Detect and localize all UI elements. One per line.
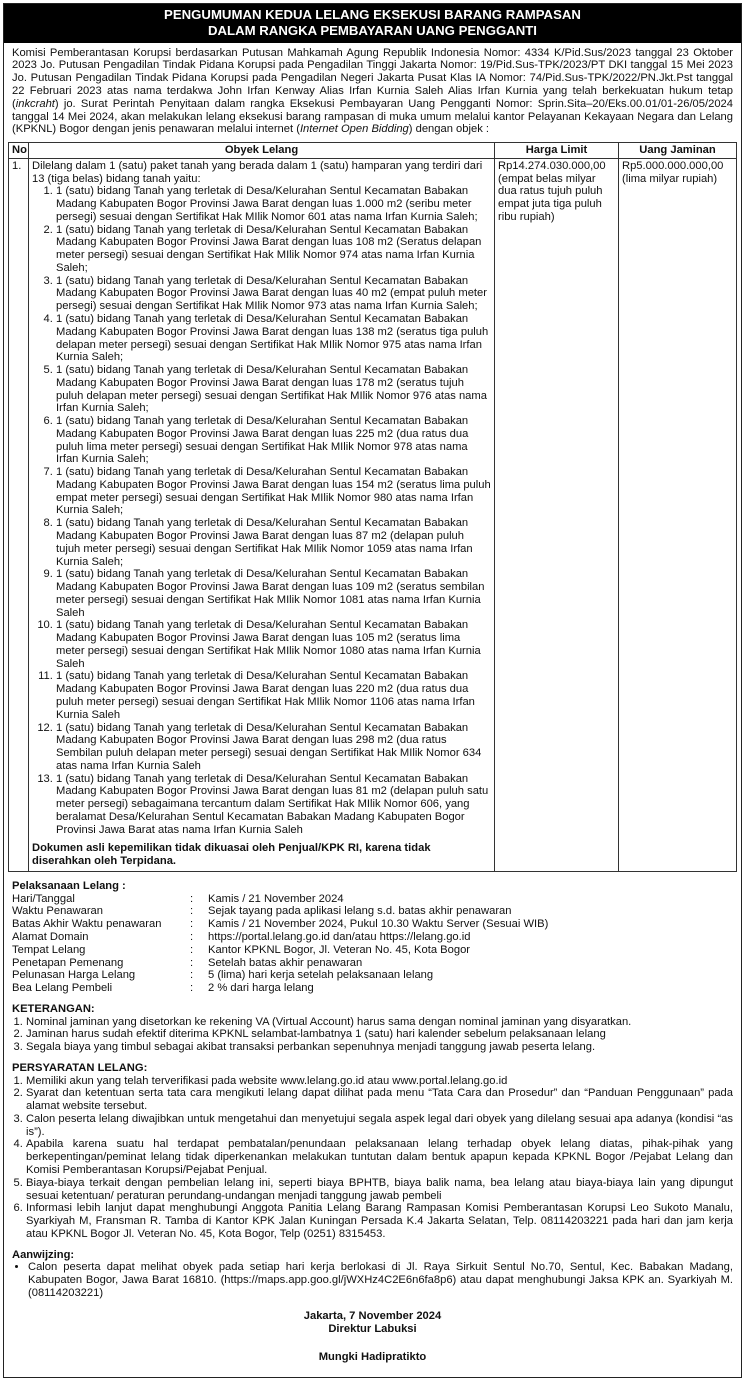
pelaksanaan-value: Kantor KPKNL Bogor, Jl. Veteran No. 45, Kota Bogor <box>208 943 471 956</box>
row-uang-jaminan: Rp5.000.000.000,00 (lima milyar rupiah) <box>619 158 737 871</box>
pelaksanaan-section <box>4 880 741 995</box>
aanwijzing-section <box>4 1249 741 1300</box>
table-header-row <box>9 143 737 159</box>
pelaksanaan-colon: : <box>190 943 194 956</box>
parcel-item: 7. 1 (satu) bidang Tanah yang terletak di Desa/Kelurahan Sentul Kecamatan Babakan Madang Kabupaten Bogor Provinsi Jawa Barat dengan luas 154 m2 (seratus lima puluh empat meter persegi) sesuai dengan Sertifikat Hak MIlik Nomor 980 atas nama Irfan Kurnia Saleh; <box>56 466 491 517</box>
intro-paragraph <box>4 43 741 140</box>
persyaratan-item: 6. Informasi lebih lanjut dapat menghubungi Anggota Panitia Lelang Barang Rampasan Komisi Pemberantasan Korupsi Leo Sukoto Manalu, Syarkiyah M, Fransman R. Tamba di Kantor KPK Jalan Kuningan Persada K.4 Jakarta Selatan, Telp. 08114203221 pada hari dan jam kerja atau KPKNL Bogor Jl. Veteran No. 45, Kota Bogor, Telp (0251) 8315453. <box>26 1202 733 1240</box>
pelaksanaan-value: 5 (lima) hari kerja setelah pelaksanaan lelang <box>208 969 434 982</box>
pelaksanaan-value: https://portal.lelang.go.id dan/atau https://lelang.go.id <box>208 930 471 943</box>
table-row <box>9 158 737 871</box>
keterangan-list <box>12 1016 733 1054</box>
intro-italic-1: inkcraht <box>15 97 55 110</box>
announcement <box>3 3 742 1378</box>
announcement-header <box>4 4 741 43</box>
pelaksanaan-colon: : <box>190 930 194 943</box>
persyaratan-item: 5. Biaya-biaya terkait dengan pembelian lelang ini, seperti biaya BPHTB, biaya balik nama, bea lelang atau biaya-biaya lain yang dipungut sesuai ketentuan/ peraturan perundang-undangan menjadi tanggung jawab pembeli <box>26 1177 733 1203</box>
pelaksanaan-key: Pelunasan Harga Lelang <box>12 969 136 982</box>
parcel-item: 4. 1 (satu) bidang Tanah yang terletak di Desa/Kelurahan Sentul Kecamatan Babakan Madang Kabupaten Bogor Provinsi Jawa Barat dengan luas 138 m2 (seratus tiga puluh delapan meter persegi) sesuai dengan Sertifikat Hak MIlik Nomor 975 atas nama Irfan Kurnia Saleh; <box>56 313 491 364</box>
pelaksanaan-title: Pelaksanaan Lelang : <box>12 879 126 892</box>
parcel-item: 9. 1 (satu) bidang Tanah yang terletak di Desa/Kelurahan Sentul Kecamatan Babakan Madang Kabupaten Bogor Provinsi Jawa Barat dengan luas 109 m2 (seratus sembilan meter persegi) sesuai dengan Sertifikat Hak MIlik Nomor 1081 atas nama Irfan Kurnia Saleh <box>56 568 491 619</box>
header-obyek: Obyek Lelang <box>29 143 495 159</box>
pelaksanaan-colon: : <box>190 982 194 995</box>
aanwijzing-list <box>12 1261 733 1299</box>
pelaksanaan-colon: : <box>190 905 194 918</box>
signature-name: Mungki Hadipratikto <box>318 1350 427 1363</box>
row-number: 1. <box>9 158 29 871</box>
parcel-list <box>32 185 491 836</box>
header-uang: Uang Jaminan <box>619 143 737 159</box>
pelaksanaan-row <box>12 918 548 931</box>
pelaksanaan-key: Waktu Penawaran <box>12 905 103 918</box>
pelaksanaan-colon: : <box>190 956 194 969</box>
aanwijzing-title: Aanwijzing: <box>12 1248 75 1261</box>
intro-italic-2: Internet Open Bidding <box>299 123 409 136</box>
pelaksanaan-key: Tempat Lelang <box>12 943 86 956</box>
persyaratan-item: 1. Memiliki akun yang telah terverifikasi pada website www.lelang.go.id atau www.portal.lelang.go.id <box>26 1075 733 1088</box>
intro-text-1: Komisi Pemberantasan Korupsi berdasarkan Putusan Mahkamah Agung Republik Indonesia Nomor: 4334 K/Pid.Sus/2023 tanggal 23 Oktober 2023 Jo. Putusan Pengadilan Tindak Pidana Korupsi pada Pengadilan Tinggi Jakarta Nomor: 19/Pid.Sus-TPK/2023/PT DKI tanggal 15 Mei 2023 Jo. Putusan Pengadilan Tindak Pidana Korupsi pada Pengadilan Negeri Jakarta Pusat Klas IA Nomor: 74/Pid.Sus-TPK/2022/PN.Jkt.Pst tanggal 22 Februari 2023 atas nama terdakwa John Irfan Kenway Alias Irfan Kurnia Saleh Alias Irfan Kurnia yang telah berkekuatan hukum tetap ( <box>12 46 733 110</box>
persyaratan-section <box>4 1062 741 1241</box>
persyaratan-item: 4. Apabila karena suatu hal terdapat pembatalan/penundaan pelaksanaan lelang terhadap obyek lelang diatas, pihak-pihak yang berkepentingan/peminat lelang tidak diperkenankan melakukan tuntutan dalam bentuk apapun kepada KPKNL Bogor /Pejabat Lelang dan Komisi Pemberantasan Korupsi/Pejabat Penjual. <box>26 1138 733 1176</box>
keterangan-title: KETERANGAN: <box>12 1002 95 1015</box>
pelaksanaan-row <box>12 931 548 944</box>
aanwijzing-item: • Calon peserta dapat melihat obyek pada setiap hari kerja berlokasi di Jl. Raya Sirkuit Sentul No.70, Sentul, Kec. Babakan Madang, Kabupaten Bogor, Jawa Barat 16810. (https://maps.app.goo.gl/jWXHz4C2E6n6fa8p6) atau dapat menghubungi Jaksa KPK an. Syarkiyah M. (08114203221) <box>28 1261 733 1299</box>
pelaksanaan-value: Setelah batas akhir penawaran <box>208 956 363 969</box>
row-harga-limit: Rp14.274.030.000,00 (empat belas milyar dua ratus tujuh puluh empat juta tiga puluh ribu rupiah) <box>495 158 619 871</box>
pelaksanaan-key: Alamat Domain <box>12 930 89 943</box>
keterangan-item: 1. Nominal jaminan yang disetorkan ke rekening VA (Virtual Account) harus sama dengan nominal jaminan yang disyaratkan. <box>26 1016 733 1029</box>
pelaksanaan-row <box>12 982 548 995</box>
pelaksanaan-row <box>12 957 548 970</box>
intro-text-2: ) jo. Surat Perintah Penyitaan dalam rangka Eksekusi Pembayaran Uang Pengganti Nomor: Sprin.Sita–20/Eks.00.01/01-26/05/2024 tanggal 14 Mei 2024, akan melakukan lelang eksekusi barang rampasan di muka umum melalui kantor Pelayanan Kekayaan Negara dan Lelang (KPKNL) Bogor dengan jenis penawaran melalui internet ( <box>12 97 733 136</box>
persyaratan-item: 2. Syarat dan ketentuan serta tata cara mengikuti lelang dapat dilihat pada menu “Tata Cara dan Prosedur” dan “Panduan Penggunaan” pada alamat website tersebut. <box>26 1087 733 1113</box>
persyaratan-item: 3. Calon peserta lelang diwajibkan untuk mengetahui dan menyetujui segala aspek legal dari obyek yang dilelang sesuai apa adanya (kondisi “as is”). <box>26 1113 733 1139</box>
pelaksanaan-row <box>12 944 548 957</box>
parcel-item: 2. 1 (satu) bidang Tanah yang terletak di Desa/Kelurahan Sentul Kecamatan Babakan Madang Kabupaten Bogor Provinsi Jawa Barat dengan luas 108 m2 (Seratus delapan meter persegi) sesuai dengan Sertifikat Hak MIlik Nomor 974 atas nama Irfan Kurnia Saleh; <box>56 224 491 275</box>
keterangan-item: 3. Segala biaya yang timbul sebagai akibat transaksi perbankan sepenuhnya menjadi tanggung jawab peserta lelang. <box>26 1041 733 1054</box>
pelaksanaan-table <box>12 893 548 995</box>
parcel-item: 5. 1 (satu) bidang Tanah yang terletak di Desa/Kelurahan Sentul Kecamatan Babakan Madang Kabupaten Bogor Provinsi Jawa Barat dengan luas 178 m2 (seratus tujuh puluh delapan meter persegi) sesuai dengan Sertifikat Hak MIlik Nomor 976 atas nama Irfan Kurnia Saleh; <box>56 364 491 415</box>
pelaksanaan-value: Kamis / 21 November 2024 <box>208 892 344 905</box>
signature-place-date: Jakarta, 7 November 2024 <box>303 1309 442 1322</box>
parcel-item: 12. 1 (satu) bidang Tanah yang terletak di Desa/Kelurahan Sentul Kecamatan Babakan Madang Kabupaten Bogor Provinsi Jawa Barat dengan luas 298 m2 (dua ratus Sembilan puluh delapan meter persegi) sesuai dengan Sertifikat Hak MIlik Nomor 634 atas nama Irfan Kurnia Saleh <box>56 722 491 773</box>
header-harga: Harga Limit <box>495 143 619 159</box>
pelaksanaan-key: Batas Akhir Waktu penawaran <box>12 918 162 931</box>
parcel-item: 8. 1 (satu) bidang Tanah yang terletak di Desa/Kelurahan Sentul Kecamatan Babakan Madang Kabupaten Bogor Provinsi Jawa Barat dengan luas 87 m2 (delapan puluh tujuh meter persegi) sesuai dengan Sertifikat Hak MIlik Nomor 1059 atas nama Irfan Kurnia Saleh; <box>56 517 491 568</box>
auction-table <box>8 142 737 872</box>
pelaksanaan-value: 2 % dari harga lelang <box>208 982 314 995</box>
header-subtitle: DALAM RANGKA PEMBAYARAN UANG PENGGANTI <box>208 22 537 38</box>
row-object <box>29 158 495 871</box>
pelaksanaan-colon: : <box>190 969 194 982</box>
header-title: PENGUMUMAN KEDUA LELANG EKSEKUSI BARANG RAMPASAN <box>164 7 581 22</box>
intro-text-3: ) dengan objek : <box>408 123 490 136</box>
parcel-item: 11. 1 (satu) bidang Tanah yang terletak di Desa/Kelurahan Sentul Kecamatan Babakan Madang Kabupaten Bogor Provinsi Jawa Barat dengan luas 220 m2 (dua ratus dua puluh meter persegi) sesuai dengan Sertifikat Hak MIlik Nomor 1106 atas nama Irfan Kurnia Saleh <box>56 670 491 721</box>
keterangan-section <box>4 1003 741 1054</box>
pelaksanaan-value: Sejak tayang pada aplikasi lelang s.d. batas akhir penawaran <box>208 905 512 918</box>
persyaratan-title: PERSYARATAN LELANG: <box>12 1061 148 1074</box>
signature-block <box>4 1310 741 1364</box>
pelaksanaan-key: Bea Lelang Pembeli <box>12 982 113 995</box>
object-intro: Dilelang dalam 1 (satu) paket tanah yang berada dalam 1 (satu) hamparan yang terdiri dari 13 (tiga belas) bidang tanah yaitu: <box>32 159 483 185</box>
parcel-item: 10. 1 (satu) bidang Tanah yang terletak di Desa/Kelurahan Sentul Kecamatan Babakan Madang Kabupaten Bogor Provinsi Jawa Barat dengan luas 105 m2 (seratus lima meter persegi) sesuai dengan Sertifikat Hak MIlik Nomor 1080 atas nama Irfan Kurnia Saleh <box>56 619 491 670</box>
pelaksanaan-row <box>12 905 548 918</box>
pelaksanaan-row <box>12 893 548 906</box>
parcel-item: 6. 1 (satu) bidang Tanah yang terletak di Desa/Kelurahan Sentul Kecamatan Babakan Madang Kabupaten Bogor Provinsi Jawa Barat dengan luas 225 m2 (dua ratus dua puluh lima meter persegi) sesuai dengan Sertifikat Hak MIlik Nomor 978 atas nama Irfan Kurnia Saleh; <box>56 415 491 466</box>
keterangan-item: 2. Jaminan harus sudah efektif diterima KPKNL selambat-lambatnya 1 (satu) hari kalender sebelum pelaksanaan lelang <box>26 1028 733 1041</box>
parcel-item: 3. 1 (satu) bidang Tanah yang terletak di Desa/Kelurahan Sentul Kecamatan Babakan Madang Kabupaten Bogor Provinsi Jawa Barat dengan luas 40 m2 (empat puluh meter persegi) sesuai dengan Sertifikat Hak MIlik Nomor 973 atas nama Irfan Kurnia Saleh; <box>56 275 491 313</box>
pelaksanaan-colon: : <box>190 918 194 931</box>
parcel-item: 1. 1 (satu) bidang Tanah yang terletak di Desa/Kelurahan Sentul Kecamatan Babakan Madang Kabupaten Bogor Provinsi Jawa Barat dengan luas 1.000 m2 (seribu meter persegi) sesuai dengan Sertifikat Hak MIlik Nomor 601 atas nama Irfan Kurnia Saleh; <box>56 185 491 223</box>
pelaksanaan-key: Penetapan Pemenang <box>12 956 124 969</box>
parcel-item: 13. 1 (satu) bidang Tanah yang terletak di Desa/Kelurahan Sentul Kecamatan Babakan Madang Kabupaten Bogor Provinsi Jawa Barat dengan luas 81 m2 (delapan puluh satu meter persegi) sebagaimana tercantum dalam Sertifikat Hak MIlik Nomor 606, yang beralamat Desa/Kelurahan Sentul Kecamatan Babakan Madang Kabupaten Bogor Provinsi Jawa Barat atas nama Irfan Kurnia Saleh <box>56 773 491 837</box>
header-no: No <box>9 143 29 159</box>
pelaksanaan-row <box>12 969 548 982</box>
pelaksanaan-colon: : <box>190 892 194 905</box>
persyaratan-list <box>12 1075 733 1241</box>
ownership-note: Dokumen asli kepemilikan tidak dikuasai oleh Penjual/KPK RI, karena tidak diserahkan oleh Terpidana. <box>32 842 431 868</box>
signature-position: Direktur Labuksi <box>328 1323 417 1336</box>
pelaksanaan-key: Hari/Tanggal <box>12 892 75 905</box>
pelaksanaan-value: Kamis / 21 November 2024, Pukul 10.30 Waktu Server (Sesuai WIB) <box>208 918 549 931</box>
